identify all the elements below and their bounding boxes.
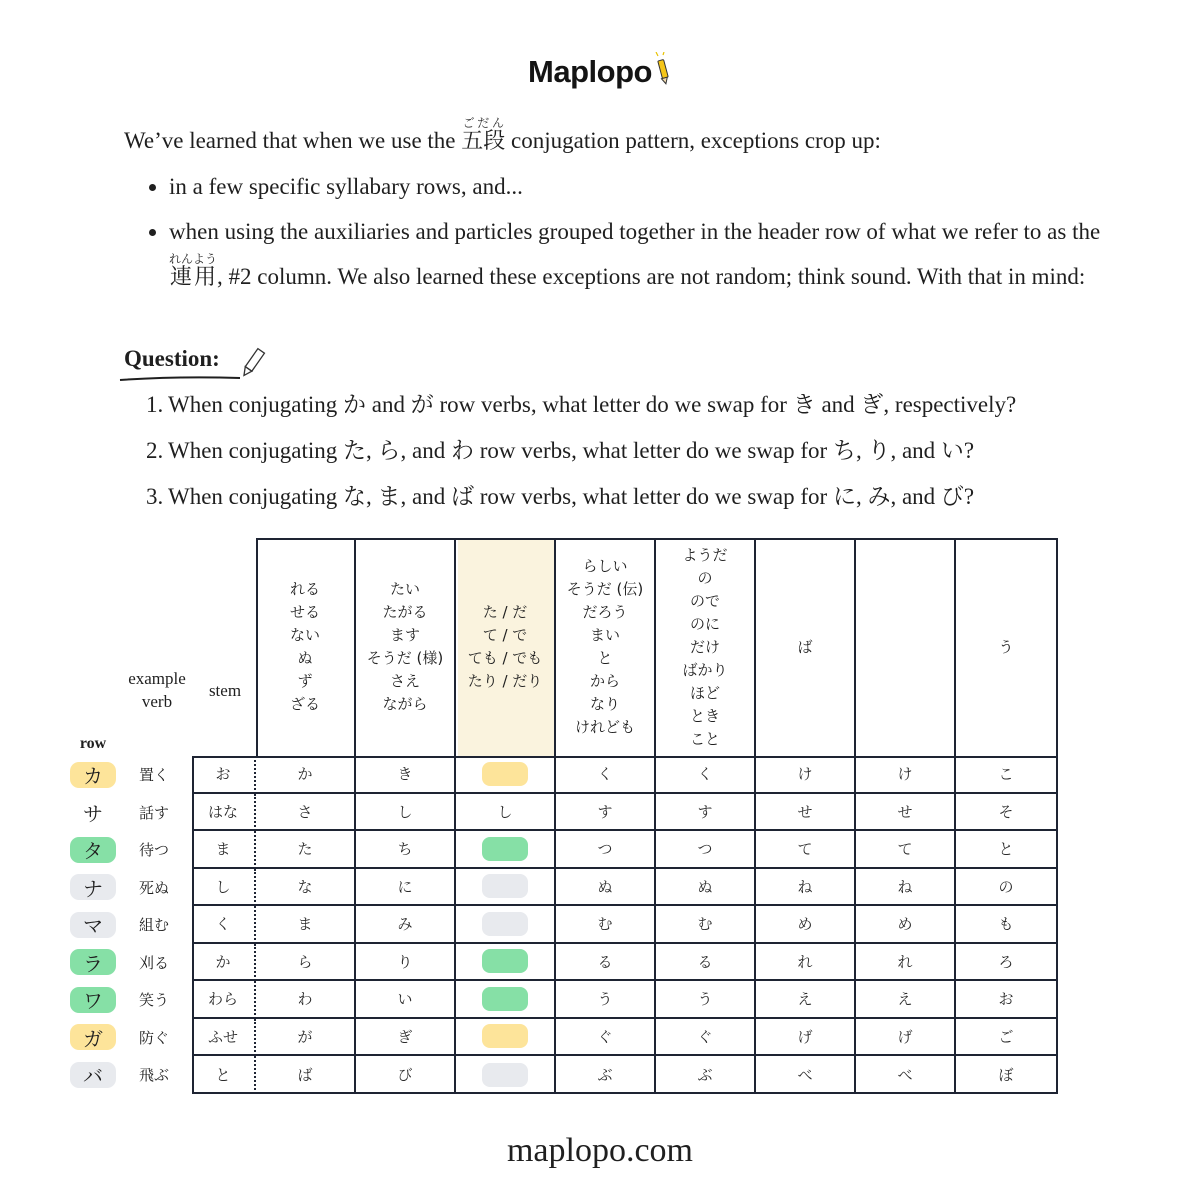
conjugation-cell: ぐ	[556, 1019, 656, 1057]
conjugation-cell: け	[756, 756, 856, 794]
exception-pill-cell	[456, 981, 556, 1019]
example-verb: 刈る	[138, 953, 169, 972]
column-header	[856, 538, 956, 756]
godan-kanji: 五段ごだん	[461, 116, 506, 154]
conjugation-cell: ち	[356, 831, 456, 869]
conjugation-cell: も	[956, 906, 1056, 944]
conjugation-cell: き	[356, 756, 456, 794]
question-number: 3.	[146, 484, 164, 509]
conjugation-cell: げ	[856, 1019, 956, 1057]
example-verb: 待つ	[138, 841, 169, 859]
question-text: ?	[963, 438, 975, 463]
conjugation-cell: ろ	[956, 944, 1056, 982]
exception-pill	[482, 949, 528, 973]
conjugation-cell: ま	[256, 906, 356, 944]
example-verb: 話す	[138, 803, 169, 822]
question-text: row verbs, what letter do we swap for	[473, 484, 833, 509]
question-text: and	[366, 392, 411, 417]
conjugation-cell: け	[856, 756, 956, 794]
exception-pill-cell	[456, 831, 556, 869]
column-header: う	[998, 637, 1014, 656]
conjugation-cell: お	[956, 981, 1056, 1019]
kana: み	[867, 484, 891, 510]
exception-pill-cell	[456, 1056, 556, 1094]
conjugation-cell: こ	[956, 756, 1056, 794]
example-verb-label: example verb	[128, 669, 186, 711]
exception-pill-cell	[456, 1019, 556, 1057]
question-item	[146, 474, 1146, 520]
conjugation-cell: ら	[256, 944, 356, 982]
exception-pill	[482, 1024, 528, 1048]
conjugation-cell: ぬ	[556, 869, 656, 907]
conjugation-cell: む	[556, 906, 656, 944]
stem-cell: はな	[192, 794, 256, 832]
bullet-item: • in a few specific syllabary rows, and...	[169, 164, 1134, 209]
example-verb: 死ぬ	[138, 878, 169, 897]
conjugation-cell: ぐ	[656, 1019, 756, 1057]
conjugation-cell: せ	[756, 794, 856, 832]
question-text: , and	[890, 484, 941, 509]
conjugation-cell: び	[356, 1056, 456, 1094]
conjugation-cell: く	[556, 756, 656, 794]
question-item	[146, 428, 1146, 474]
conjugation-cell: そ	[956, 794, 1056, 832]
stem-cell: お	[192, 756, 256, 794]
logo-text: Maplopo	[528, 54, 652, 89]
conjugation-cell: え	[856, 981, 956, 1019]
conjugation-cell: ね	[756, 869, 856, 907]
conjugation-cell: る	[556, 944, 656, 982]
conjugation-cell: つ	[556, 831, 656, 869]
conjugation-cell: り	[356, 944, 456, 982]
row-tag: ナ	[70, 874, 116, 900]
question-text: row verbs, what letter do we swap for	[433, 392, 793, 417]
example-verb: 組む	[138, 916, 169, 934]
row-tag: ラ	[70, 949, 116, 975]
row-label: row	[79, 735, 107, 752]
stem-cell: か	[192, 944, 256, 982]
stem-label: stem	[208, 681, 242, 700]
conjugation-cell: ぼ	[998, 1066, 1014, 1085]
conjugation-cell: れ	[756, 944, 856, 982]
exception-pill	[482, 1063, 528, 1087]
conjugation-cell: ね	[856, 869, 956, 907]
question-text: , and	[400, 484, 451, 509]
intro-text	[124, 116, 1134, 300]
column-header: ようだ の ので のに だけ ばかり ほど とき こと	[656, 538, 756, 756]
stem-cell: く	[192, 906, 256, 944]
intro-paragraph: We’ve learned that when we use the 五段ごだん conjugation pattern, exceptions crop up:	[124, 116, 881, 154]
conjugation-cell: め	[856, 906, 956, 944]
row-tag: カ	[70, 762, 116, 788]
question-text: When conjugating	[168, 484, 344, 509]
question-text: ,	[855, 484, 868, 509]
question-number: 2.	[146, 438, 164, 463]
exception-pill	[482, 912, 528, 936]
question-list	[146, 382, 1146, 520]
conjugation-cell: め	[756, 906, 856, 944]
example-verb: 置く	[138, 766, 169, 784]
row-tag: タ	[70, 837, 116, 863]
conjugation-cell: に	[356, 869, 456, 907]
question-text: When conjugating	[168, 392, 344, 417]
conjugation-cell: わ	[256, 981, 356, 1019]
question-text: row verbs, what letter do we swap for	[473, 438, 833, 463]
example-verb: 飛ぶ	[138, 1066, 169, 1084]
example-verb: 防ぐ	[138, 1028, 169, 1047]
conjugation-cell: と	[956, 831, 1056, 869]
conjugation-cell: げ	[756, 1019, 856, 1057]
conjugation-cell: う	[656, 981, 756, 1019]
renyou-kanji: 連用れんよう	[169, 252, 218, 290]
conjugation-cell: な	[256, 869, 356, 907]
intro-bullets	[124, 164, 1134, 300]
column-header: れる せる ない ぬ ず ざる	[256, 538, 356, 756]
row-tag: マ	[70, 912, 116, 938]
conjugation-cell: み	[356, 906, 456, 944]
conjugation-cell: ぶ	[656, 1056, 756, 1094]
kana: ち	[832, 438, 856, 464]
conjugation-cell: く	[656, 756, 756, 794]
exception-pill-cell	[456, 906, 556, 944]
conjugation-cell: い	[356, 981, 456, 1019]
conjugation-cell: す	[556, 794, 656, 832]
stem-cell: ふせ	[192, 1019, 256, 1057]
kana: き	[792, 392, 816, 418]
stem-cell: し	[192, 869, 256, 907]
exception-pill	[482, 874, 528, 898]
conjugation-cell: た	[256, 831, 356, 869]
brand-logo	[0, 52, 1200, 94]
pencil-icon	[118, 344, 278, 384]
bullet-item: • when using the auxiliaries and particles grouped together in the header row of what we refer to as the 連用れんよう, #2 column. We also learned these exceptions are not random; think sound. With that in mind:	[169, 209, 1134, 300]
question-text: ,	[366, 438, 378, 463]
conjugation-cell: の	[956, 869, 1056, 907]
conjugation-cell: せ	[856, 794, 956, 832]
stem-cell: ま	[192, 831, 256, 869]
question-text: ,	[855, 438, 868, 463]
question-text: , and	[400, 438, 451, 463]
kana: ら	[377, 438, 401, 464]
row-tag: ガ	[70, 1024, 116, 1050]
kana: が	[410, 392, 434, 418]
kana: ま	[377, 484, 401, 510]
row-tag: バ	[70, 1062, 116, 1088]
conjugation-cell: む	[656, 906, 756, 944]
stem-cell: と	[192, 1056, 256, 1094]
question-item	[146, 382, 1146, 428]
kana: い	[940, 438, 964, 464]
conjugation-cell: ぶ	[556, 1056, 656, 1094]
conjugation-cell: て	[856, 831, 956, 869]
conjugation-cell: す	[656, 794, 756, 832]
column-header: たい たがる ます そうだ (様) さえ ながら	[356, 538, 456, 756]
kana: わ	[450, 438, 474, 464]
conjugation-cell: べ	[856, 1056, 956, 1094]
column-header: た / だ て / で ても / でも たり / だり	[456, 538, 556, 756]
question-label: Question:	[124, 346, 220, 371]
kana: に	[832, 484, 856, 510]
kana: り	[867, 438, 891, 464]
conjugation-cell: つ	[656, 831, 756, 869]
question-text: and	[815, 392, 861, 417]
kana: び	[940, 484, 964, 510]
conjugation-cell: う	[556, 981, 656, 1019]
question-number: 1.	[146, 392, 164, 417]
conjugation-cell: し	[456, 794, 556, 832]
conjugation-cell: し	[356, 794, 456, 832]
kana: か	[343, 392, 367, 418]
exception-pill	[482, 762, 528, 786]
conjugation-cell: ご	[956, 1019, 1056, 1057]
kana: た	[343, 438, 367, 464]
conjugation-cell: れ	[856, 944, 956, 982]
conjugation-cell: ぬ	[656, 869, 756, 907]
conjugation-cell: が	[256, 1019, 356, 1057]
column-header: ば	[756, 538, 856, 756]
question-text: , and	[890, 438, 941, 463]
row-tag: ワ	[70, 987, 116, 1013]
kana: な	[343, 484, 367, 510]
exception-pill-cell	[456, 756, 556, 794]
question-text: , respectively?	[883, 392, 1017, 417]
conjugation-cell: か	[256, 756, 356, 794]
conjugation-cell: る	[656, 944, 756, 982]
pencil-icon	[654, 52, 672, 94]
exception-pill	[482, 837, 528, 861]
conjugation-cell: え	[756, 981, 856, 1019]
row-tag: サ	[83, 801, 103, 826]
kana: ば	[450, 484, 474, 510]
stem-cell: わら	[192, 981, 256, 1019]
question-text: ?	[963, 484, 975, 509]
question-text: When conjugating	[168, 438, 344, 463]
exception-pill-cell	[456, 944, 556, 982]
exception-pill	[482, 987, 528, 1011]
question-text: ,	[366, 484, 378, 509]
conjugation-cell: さ	[256, 794, 356, 832]
conjugation-cell: ぎ	[356, 1019, 456, 1057]
exception-pill-cell	[456, 869, 556, 907]
conjugation-cell: て	[756, 831, 856, 869]
conjugation-cell: べ	[756, 1056, 856, 1094]
footer-url: maplopo.com	[506, 1132, 694, 1169]
kana: ぎ	[860, 392, 884, 418]
example-verb: 笑う	[138, 991, 169, 1009]
conjugation-cell: ば	[256, 1056, 356, 1094]
column-header: らしい そうだ (伝) だろう まい と から なり けれども	[556, 538, 656, 756]
